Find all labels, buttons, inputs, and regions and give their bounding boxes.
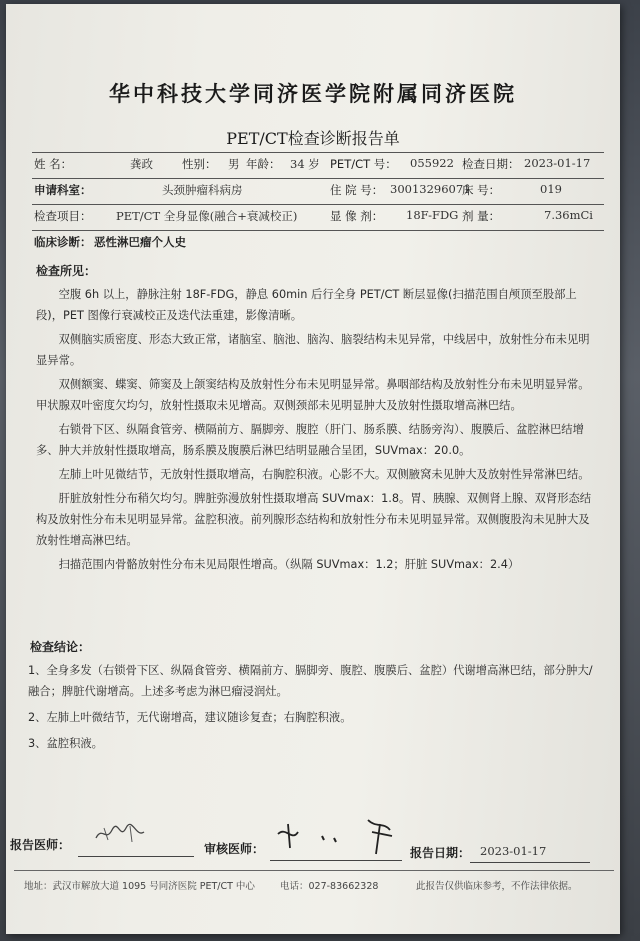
findings-heading: 检查所见： (36, 264, 97, 278)
divider (32, 152, 604, 153)
imaging-agent: 18F-FDG (406, 208, 459, 222)
bed-label: 床 号： (462, 183, 501, 197)
bed-number: 019 (540, 182, 562, 196)
findings-paragraph: 左肺上叶见微结节，无放射性摄取增高，右胸腔积液。心影不大。双侧腋窝未见肿大及放射性异常淋巴结。 (58, 468, 590, 481)
findings-paragraph: 右锁骨下区、纵隔食管旁、横隔前方、膈脚旁、腹腔（肝门、肠系膜、结肠旁沟）、腹膜后、盆腔淋巴结增多、肿大并放射性摄取增高，肠系膜及腹膜后淋巴结明显融合呈团，SUVmax：20.0。 (36, 423, 584, 457)
dept-label: 申请科室： (34, 183, 92, 197)
agent-label: 显 像 剂： (330, 209, 384, 223)
patient-name: 龚政 (130, 157, 153, 171)
patient-row-4 (34, 234, 604, 256)
petct-number: 055922 (410, 156, 454, 170)
name-label: 姓 名： (34, 157, 73, 171)
exam-date: 2023-01-17 (524, 156, 591, 170)
clinical-diagnosis: 恶性淋巴瘤个人史 (94, 235, 186, 249)
dose-label: 剂 量： (462, 209, 501, 223)
findings-body (36, 284, 596, 578)
hospital-name: 华中科技大学同济医学院附属同济医院 (109, 81, 517, 106)
patient-age: 34 岁 (290, 157, 320, 171)
findings-paragraph: 扫描范围内骨骼放射性分布未见局限性增高。（纵隔 SUVmax：1.2；肝脏 SUVmax：2.4） (58, 558, 520, 571)
conclusion-heading: 检查结论： (30, 640, 91, 654)
age-label: 年龄： (246, 157, 281, 171)
inpatient-label: 住 院 号： (330, 183, 384, 197)
reviewer-signature-line (270, 860, 402, 861)
dose: 7.36mCi (544, 208, 593, 222)
patient-row-3 (34, 208, 604, 230)
conclusion-item: 3、盆腔积液。 (28, 737, 103, 750)
footer-divider (14, 870, 614, 871)
findings-paragraph: 肝脏放射性分布稍欠均匀。脾脏弥漫放射性摄取增高 SUVmax：1.8。胃、胰腺、双侧肾上腺、双肾形态结构及放射性分布未见明显异常。盆腔积液。前列腺形态结构和放射性分布未见明显异常。双侧腹股沟未见肿大及放射性增高淋巴结。 (36, 492, 592, 547)
report-paper (6, 4, 620, 934)
reporter-signature (92, 820, 152, 846)
item-label: 检查项目： (34, 209, 92, 223)
reviewer-label: 审核医师： (204, 842, 265, 856)
department: 头颈肿瘤科病房 (162, 183, 243, 197)
patient-row-2 (34, 182, 604, 204)
petct-label: PET/CT 号： (330, 157, 397, 171)
footer-phone: 电话：027-83662328 (280, 881, 379, 892)
divider (32, 204, 604, 205)
patient-sex: 男 (228, 157, 240, 171)
findings-paragraph: 双侧脑实质密度、形态大致正常，诸脑室、脑池、脑沟、脑裂结构未见异常，中线居中，放射性分布未见明显异常。 (36, 333, 590, 367)
exam-item: PET/CT 全身显像(融合+衰减校正) (116, 209, 298, 223)
footer-address: 地址：武汉市解放大道 1095 号同济医院 PET/CT 中心 (24, 881, 255, 892)
report-date-label: 报告日期： (410, 846, 471, 860)
inpatient-number: 30013296071 (390, 182, 471, 196)
conclusion-item: 2、左肺上叶微结节，无代谢增高，建议随诊复查；右胸腔积液。 (28, 711, 352, 724)
conclusion-body (28, 660, 603, 759)
report-date-line (470, 862, 590, 863)
exam-date-label: 检查日期： (462, 157, 520, 171)
report-title: PET/CT检查诊断报告单 (226, 129, 400, 148)
reviewer-signature (272, 814, 402, 858)
reporter-signature-line (78, 856, 194, 857)
divider (32, 178, 604, 179)
footer-note: 此报告仅供临床参考，不作法律依据。 (416, 881, 578, 892)
sex-label: 性别： (182, 157, 217, 171)
findings-paragraph: 空腹 6h 以上，静脉注射 18F-FDG，静息 60min 后行全身 PET/CT 断层显像(扫描范围自颅顶至股部上段)，PET 图像行衰减校正及迭代法重建，影像清晰。 (36, 288, 577, 322)
diagnosis-label: 临床诊断： (34, 235, 92, 249)
report-date: 2023-01-17 (480, 844, 547, 858)
reporter-label: 报告医师： (10, 838, 71, 852)
findings-paragraph: 双侧额窦、蝶窦、筛窦及上颌窦结构及放射性分布未见明显异常。鼻咽部结构及放射性分布未见明显异常。甲状腺双叶密度欠均匀，放射性摄取未见增高。双侧颈部未见明显肿大及放射性摄取增高淋巴结。 (36, 378, 590, 412)
divider (32, 230, 604, 231)
patient-row-1 (34, 156, 604, 178)
conclusion-item: 1、全身多发（右锁骨下区、纵隔食管旁、横隔前方、膈脚旁、腹腔、腹膜后、盆腔）代谢增高淋巴结，部分肿大/融合；脾脏代谢增高。上述多考虑为淋巴瘤浸润灶。 (28, 664, 593, 698)
